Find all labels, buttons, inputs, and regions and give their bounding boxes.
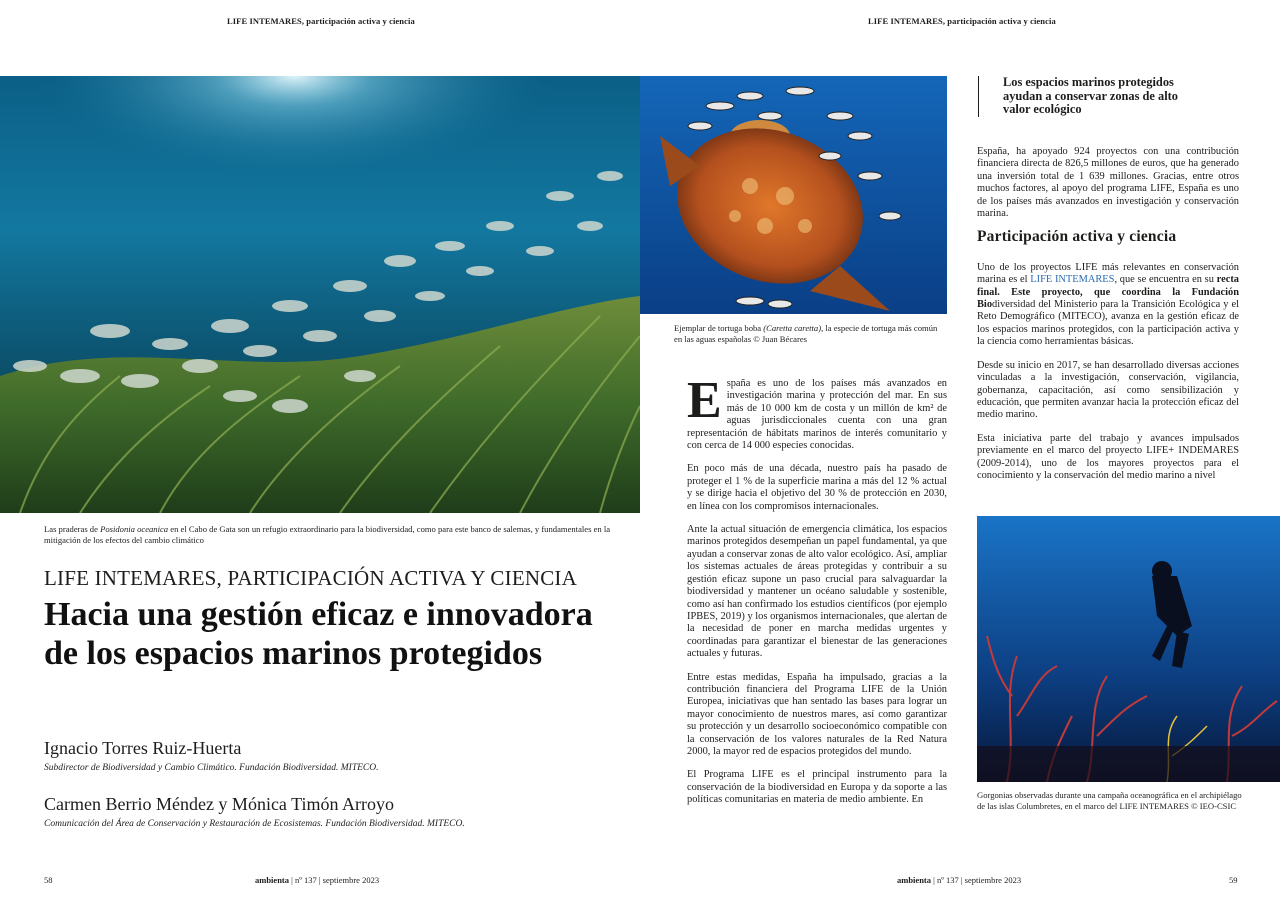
footer-right: ambienta | nº 137 | septiembre 2023	[897, 875, 1022, 885]
paragraph-6: España, ha apoyado 924 proyectos con una contribución financiera directa de 826,5 millones de euros, que ha generado una inversión total de 1 639 millones. Gracias, entre otros muchos factores, al apoyo del programa LIFE, España es uno de los países más avanzados en investigación y conservación marina.	[977, 146, 1239, 220]
paragraph-7: Uno de los proyectos LIFE más relevantes en conservación marina es el LIFE INTEMARES, que se encuentra en su recta final. Este proyecto, que coordina la Fundación Biodiversidad del Ministerio para la Transición Ecológica y el Reto Demográfico (MITECO), avanza en la gestión eficaz de los espacios marinos protegidos, con la participación activa y la ciencia como herramientas básicas.	[977, 261, 1239, 348]
section-subhead: Participación activa y ciencia	[977, 228, 1177, 246]
author-name-2: Carmen Berrio Méndez y Mónica Timón Arroyo	[44, 794, 394, 814]
author-role-2: Comunicación del Área de Conservación y Restauración de Ecosistemas. Fundación Biodiversidad. MITECO.	[44, 819, 465, 829]
seagrass-fish-photo	[0, 76, 640, 513]
paragraph-1: España es uno de los países más avanzados en investigación marina y protección del mar. En sus más de 10 000 km de costa y un millón de km² de aguas jurisdiccionales cuenta con una gran representación de hábitats marinos de interés comunitario y con cerca de 14 000 especies conocidas.	[687, 372, 947, 452]
paragraph-5: El Programa LIFE es el principal instrumento para la conservación de la biodiversidad en Europa y da soporte a las políticas comunitarias en materia de medio ambiente. En	[687, 769, 947, 806]
paragraph-4: Entre estas medidas, España ha impulsado, gracias a la contribución financiera del Programa LIFE de la Unión Europea, iniciativas que han sentado las bases para lograr un mayor conocimiento de nuestros mares, así como garantizar su protección y un desarrollo socioeconómico compatible con la conservación de los valores naturales de la Red Natura 2000, la mayor red de espacios protegidos del mundo.	[687, 671, 947, 757]
page-number-right: 59	[1229, 875, 1238, 885]
diver-gorgonian-photo	[977, 516, 1280, 782]
turtle-photo	[640, 76, 947, 314]
body-column-right	[977, 146, 1239, 493]
footer-left: ambienta | nº 137 | septiembre 2023	[255, 875, 380, 885]
author-name-1: Ignacio Torres Ruiz-Huerta	[44, 738, 242, 758]
article-kicker: LIFE INTEMARES, PARTICIPACIÓN ACTIVA Y CIENCIA	[44, 566, 577, 590]
paragraph-9: Esta iniciativa parte del trabajo y avances impulsados previamente en el marco del proyecto LIFE+ INDEMARES (2009-2014), uno de los mayores proyectos para el conocimiento y la conservación del medio marino a nivel	[977, 432, 1239, 481]
author-role-1: Subdirector de Biodiversidad y Cambio Climático. Fundación Biodiversidad. MITECO.	[44, 763, 379, 773]
paragraph-8: Desde su inicio en 2017, se han desarrollado diversas acciones vinculadas a la investigación, conservación, vigilancia, gobernanza, capacitación, así como sensibilización y educación, que permiten avanzar hacia la protección eficaz del medio marino.	[977, 359, 1239, 421]
paragraph-2: En poco más de una década, nuestro país ha pasado de proteger el 1 % de la superficie marina a más del 12 % actual y se dirige hacia el objetivo del 30 % de protección en 2030, en línea con los compromisos internacionales.	[687, 463, 947, 512]
life-intemares-link[interactable]: LIFE INTEMARES	[1030, 274, 1115, 286]
page-number-left: 58	[44, 875, 53, 885]
body-column-middle	[687, 372, 947, 818]
running-head-right: LIFE INTEMARES, participación activa y ciencia	[868, 16, 1056, 26]
diver-caption: Gorgonias observadas durante una campaña oceanográfica en el archipiélago de las islas Columbretes, en el marco del LIFE INTEMARES © IEO-CSIC	[977, 790, 1242, 811]
turtle-caption: Ejemplar de tortuga boba (Caretta caretta), la especie de tortuga más común en las aguas españolas © Juan Bécares	[674, 323, 938, 344]
article-headline: Hacia una gestión eficaz e innovadora de los espacios marinos protegidos	[44, 596, 593, 672]
seagrass-caption: Las praderas de Posidonia oceanica en el Cabo de Gata son un refugio extraordinario para la biodiversidad, como para este banco de salemas, y fundamentales en la mitigación de los efectos del cambio climático	[44, 524, 611, 545]
paragraph-3: Ante la actual situación de emergencia climática, los espacios marinos protegidos desempeñan un papel fundamental, ya que ayudan a conservar zonas de alto valor ecológico. Así, ampliar los sistemas actuales de áreas protegidas y contribuir a su gestión eficaz supone un paso crucial para salvaguardar la biodiversidad y mantener un océano saludable y sostenible, como así han confirmado los estudios científicos (por ejemplo IPBES, 2019) y los organismos internacionales, que alertan de la necesidad de poner en marcha medidas urgentes y coordinadas para garantizar el bienestar de las generaciones actuales y futuras.	[687, 524, 947, 660]
drop-cap: E	[687, 372, 722, 429]
pull-quote: Los espacios marinos protegidos ayudan a conservar zonas de alto valor ecológico	[978, 76, 1208, 117]
running-head-left: LIFE INTEMARES, participación activa y ciencia	[227, 16, 415, 26]
